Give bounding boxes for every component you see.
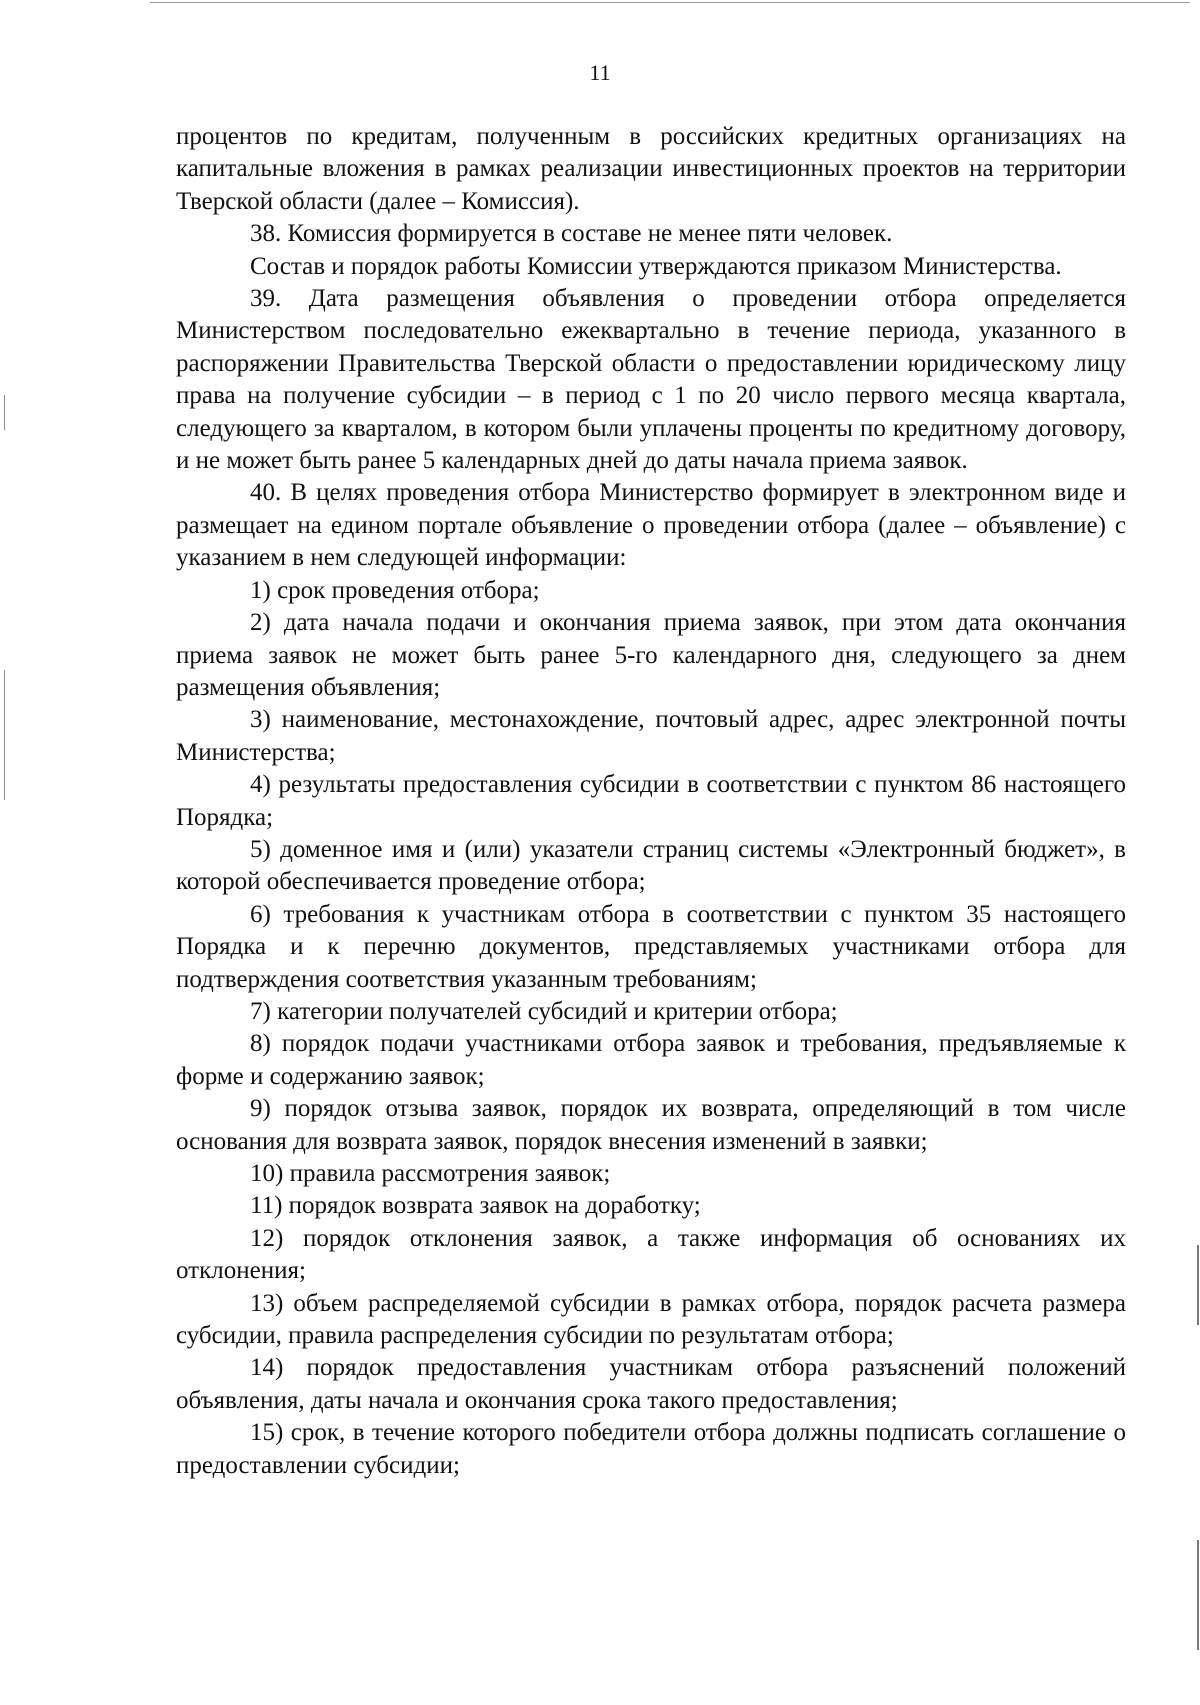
paragraph-38: 38. Комиссия формируется в составе не менее пяти человек.: [250, 220, 893, 248]
list-item-7: 7) категории получателей субсидий и критерии отбора;: [250, 997, 838, 1025]
list-item-13: 13) объем распределяемой субсидии в рамках отбора, порядок расчета размера субсидии, правила распределения субсидии по результатам отбора;: [176, 1289, 1126, 1350]
list-item-12: 12) порядок отклонения заявок, а также информация об основаниях их отклонения;: [176, 1224, 1126, 1285]
list-item-9: 9) порядок отзыва заявок, порядок их возврата, определяющий в том числе основания для возврата заявок, порядок внесения изменений в заявки;: [176, 1095, 1126, 1155]
scan-edge-left-mark: [4, 395, 5, 430]
document-body: [176, 121, 1126, 1482]
list-item-2: 2) дата начала подачи и окончания приема заявок, при этом дата окончания приема заявок не может быть ранее 5-го календарного дня, следующего за днем размещения объявления;: [176, 609, 1126, 701]
list-item-6: 6) требования к участникам отбора в соответствии с пунктом 35 настоящего Порядка и к перечню документов, представляемых участниками отбора для подтверждения соответствия указанным требованиям;: [176, 900, 1126, 993]
list-item-4: 4) результаты предоставления субсидии в соответствии с пунктом 86 настоящего Порядка;: [176, 771, 1126, 831]
paragraph-40: 40. В целях проведения отбора Министерство формирует в электронном виде и размещает на едином портале объявление о проведении отбора (далее – объявление) с указанием в нем следующей информации:: [176, 479, 1126, 572]
paragraph-39: 39. Дата размещения объявления о проведении отбора определяется Министерством последовательно ежеквартально в течение периода, указанного в распоряжении Правительства Тверской области о предоставлении юридическому лицу права на получение субсидии – в период с 1 по 20 число первого месяца квартала, следующего за кварталом, в котором были уплачены проценты по кредитному договору, и не может быть ранее 5 календарных дней до даты начала приема заявок.: [176, 285, 1126, 475]
scan-edge-top: [150, 2, 1190, 3]
list-item-10: 10) правила рассмотрения заявок;: [250, 1160, 611, 1187]
list-item-5: 5) доменное имя и (или) указатели страниц системы «Электронный бюджет», в которой обеспечивается проведение отбора;: [176, 835, 1126, 896]
paragraph-commission-composition: Состав и порядок работы Комиссии утверждаются приказом Министерства.: [250, 252, 1062, 280]
page-number: 11: [589, 60, 611, 85]
list-item-8: 8) порядок подачи участниками отбора заявок и требования, предъявляемые к форме и содержанию заявок;: [176, 1030, 1126, 1090]
list-item-15: 15) срок, в течение которого победители отбора должны подписать соглашение о предоставлении субсидии;: [176, 1419, 1126, 1479]
scan-edge-right-mark: [1197, 1245, 1199, 1325]
list-item-14: 14) порядок предоставления участникам отбора разъяснений положений объявления, даты начала и окончания срока такого предоставления;: [176, 1354, 1126, 1414]
scan-edge-right-mark: [1197, 1540, 1199, 1650]
list-item-1: 1) срок проведения отбора;: [250, 576, 540, 604]
list-item-11: 11) порядок возврата заявок на доработку;: [250, 1192, 701, 1220]
list-item-3: 3) наименование, местонахождение, почтовый адрес, адрес электронной почты Министерства;: [176, 706, 1126, 766]
scan-edge-left-mark: [4, 670, 5, 800]
paragraph-commission-definition: процентов по кредитам, полученным в российских кредитных организациях на капитальные вложения в рамках реализации инвестиционных проектов на территории Тверской области (далее – Комиссия).: [176, 123, 1126, 215]
